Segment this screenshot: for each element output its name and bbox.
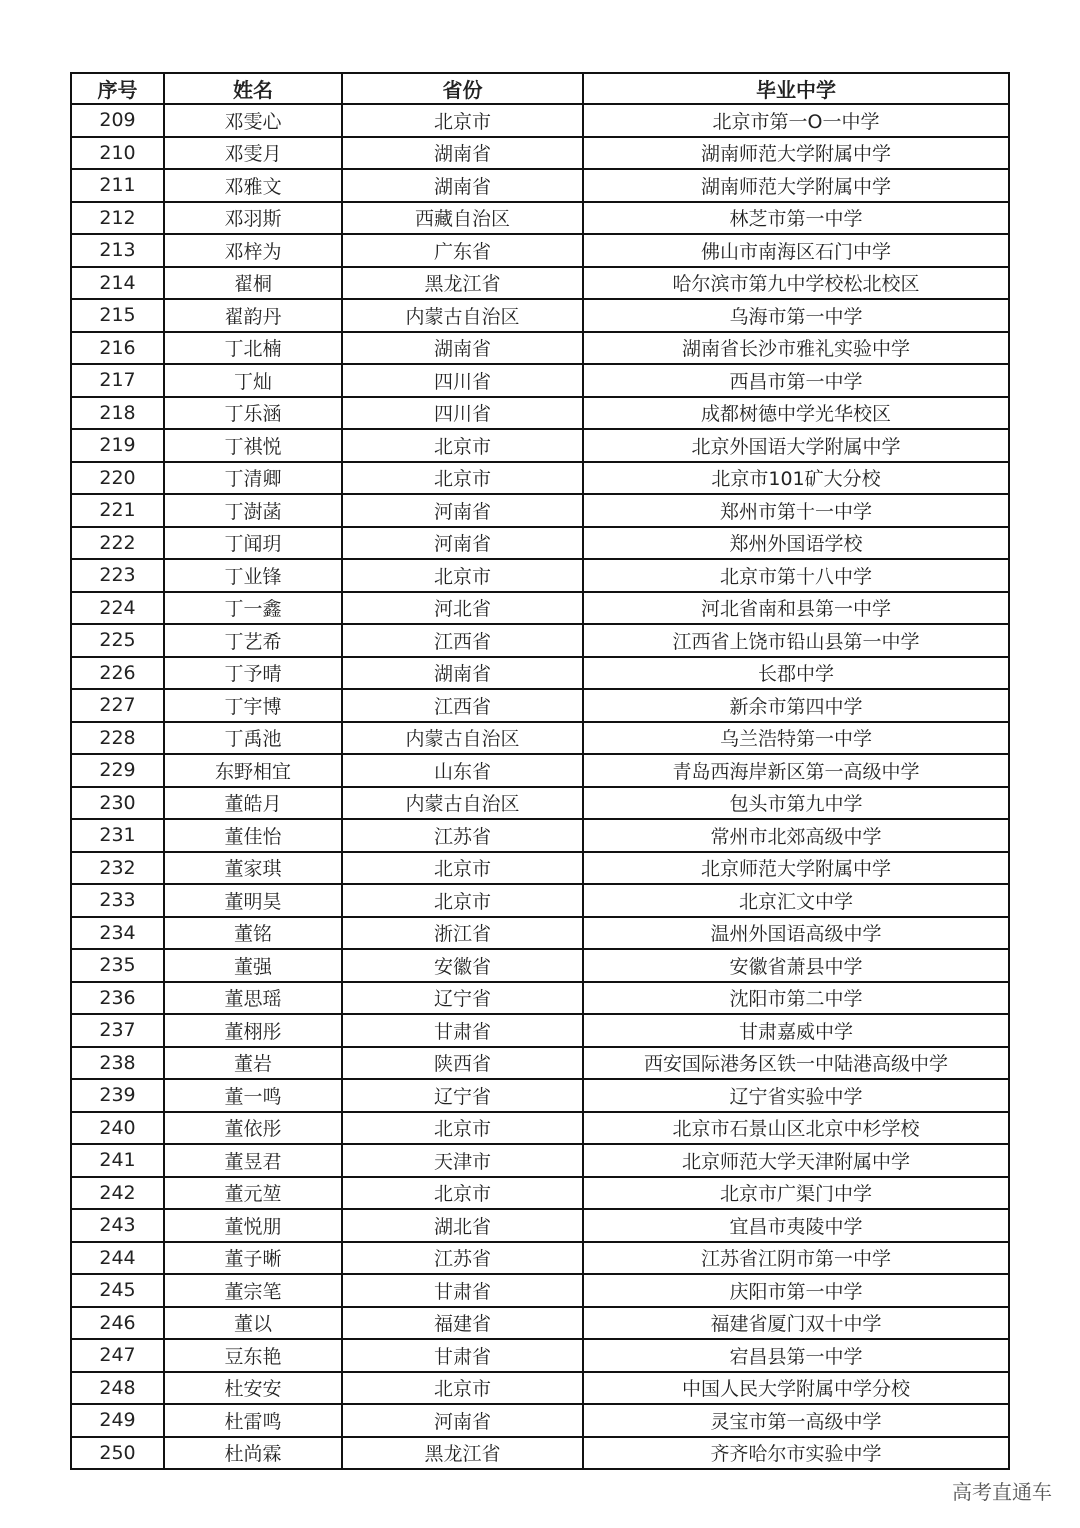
cell-index: 220: [71, 462, 164, 495]
cell-school: 西昌市第一中学: [583, 364, 1009, 397]
cell-province: 西藏自治区: [342, 202, 583, 235]
cell-index: 235: [71, 949, 164, 982]
cell-index: 246: [71, 1307, 164, 1340]
cell-province: 浙江省: [342, 917, 583, 950]
cell-index: 237: [71, 1014, 164, 1047]
cell-school: 北京师范大学附属中学: [583, 852, 1009, 885]
table-row: [71, 689, 1009, 722]
table-body: [71, 104, 1009, 1469]
cell-school: 常州市北郊高级中学: [583, 819, 1009, 852]
cell-name: 丁禹池: [164, 722, 342, 755]
cell-index: 216: [71, 332, 164, 365]
cell-school: 乌海市第一中学: [583, 299, 1009, 332]
cell-province: 山东省: [342, 754, 583, 787]
cell-index: 244: [71, 1242, 164, 1275]
table-row: [71, 429, 1009, 462]
cell-province: 河南省: [342, 527, 583, 560]
cell-name: 邓梓为: [164, 234, 342, 267]
cell-school: 青岛西海岸新区第一高级中学: [583, 754, 1009, 787]
table-row: [71, 169, 1009, 202]
table-row: [71, 527, 1009, 560]
cell-school: 北京市石景山区北京中杉学校: [583, 1112, 1009, 1145]
cell-school: 甘肃嘉威中学: [583, 1014, 1009, 1047]
table-row: [71, 787, 1009, 820]
cell-name: 东野相宜: [164, 754, 342, 787]
table-row: [71, 1307, 1009, 1340]
cell-school: 福建省厦门双十中学: [583, 1307, 1009, 1340]
cell-index: 250: [71, 1437, 164, 1470]
cell-name: 丁宇博: [164, 689, 342, 722]
cell-school: 北京外国语大学附属中学: [583, 429, 1009, 462]
cell-school: 包头市第九中学: [583, 787, 1009, 820]
cell-province: 江苏省: [342, 1242, 583, 1275]
table-row: [71, 559, 1009, 592]
cell-name: 丁清卿: [164, 462, 342, 495]
cell-name: 董皓月: [164, 787, 342, 820]
cell-province: 江西省: [342, 689, 583, 722]
table-row: [71, 234, 1009, 267]
cell-index: 230: [71, 787, 164, 820]
table-row: [71, 1274, 1009, 1307]
cell-name: 董栩彤: [164, 1014, 342, 1047]
table-row: [71, 949, 1009, 982]
cell-index: 225: [71, 624, 164, 657]
table-row: [71, 884, 1009, 917]
cell-province: 内蒙古自治区: [342, 299, 583, 332]
cell-province: 江西省: [342, 624, 583, 657]
cell-index: 232: [71, 852, 164, 885]
cell-name: 丁北楠: [164, 332, 342, 365]
table-row: [71, 267, 1009, 300]
cell-province: 河南省: [342, 494, 583, 527]
header-name: 姓名: [164, 73, 342, 104]
cell-name: 豆东艳: [164, 1339, 342, 1372]
table-row: [71, 299, 1009, 332]
cell-name: 杜安安: [164, 1372, 342, 1405]
cell-school: 佛山市南海区石门中学: [583, 234, 1009, 267]
cell-index: 239: [71, 1079, 164, 1112]
table-row: [71, 462, 1009, 495]
cell-school: 庆阳市第一中学: [583, 1274, 1009, 1307]
cell-province: 内蒙古自治区: [342, 722, 583, 755]
cell-index: 238: [71, 1047, 164, 1080]
cell-school: 北京市第十八中学: [583, 559, 1009, 592]
cell-name: 邓羽斯: [164, 202, 342, 235]
cell-index: 248: [71, 1372, 164, 1405]
cell-province: 北京市: [342, 1177, 583, 1210]
cell-index: 229: [71, 754, 164, 787]
cell-school: 北京汇文中学: [583, 884, 1009, 917]
cell-index: 231: [71, 819, 164, 852]
cell-index: 236: [71, 982, 164, 1015]
cell-index: 233: [71, 884, 164, 917]
admission-list-table: [70, 72, 1010, 1470]
cell-index: 241: [71, 1144, 164, 1177]
cell-name: 董以: [164, 1307, 342, 1340]
table-row: [71, 1079, 1009, 1112]
cell-province: 内蒙古自治区: [342, 787, 583, 820]
cell-name: 董强: [164, 949, 342, 982]
table-row: [71, 1437, 1009, 1470]
table-row: [71, 1209, 1009, 1242]
cell-name: 董宗笔: [164, 1274, 342, 1307]
table-row: [71, 917, 1009, 950]
cell-school: 乌兰浩特第一中学: [583, 722, 1009, 755]
cell-province: 黑龙江省: [342, 1437, 583, 1470]
cell-name: 董铭: [164, 917, 342, 950]
cell-school: 林芝市第一中学: [583, 202, 1009, 235]
cell-province: 福建省: [342, 1307, 583, 1340]
cell-index: 223: [71, 559, 164, 592]
header-row: [71, 73, 1009, 104]
cell-name: 董家琪: [164, 852, 342, 885]
cell-index: 213: [71, 234, 164, 267]
cell-name: 丁澍菡: [164, 494, 342, 527]
table-row: [71, 202, 1009, 235]
cell-name: 丁艺希: [164, 624, 342, 657]
cell-index: 227: [71, 689, 164, 722]
cell-school: 沈阳市第二中学: [583, 982, 1009, 1015]
cell-school: 灵宝市第一高级中学: [583, 1404, 1009, 1437]
cell-name: 董一鸣: [164, 1079, 342, 1112]
table-row: [71, 624, 1009, 657]
cell-name: 董昱君: [164, 1144, 342, 1177]
cell-school: 安徽省萧县中学: [583, 949, 1009, 982]
cell-province: 河北省: [342, 592, 583, 625]
cell-name: 董岩: [164, 1047, 342, 1080]
cell-index: 221: [71, 494, 164, 527]
table-row: [71, 364, 1009, 397]
cell-province: 北京市: [342, 104, 583, 137]
cell-school: 北京市101矿大分校: [583, 462, 1009, 495]
cell-index: 247: [71, 1339, 164, 1372]
cell-province: 四川省: [342, 364, 583, 397]
cell-school: 长郡中学: [583, 657, 1009, 690]
cell-name: 丁灿: [164, 364, 342, 397]
cell-index: 242: [71, 1177, 164, 1210]
header-index: 序号: [71, 73, 164, 104]
cell-school: 湖南师范大学附属中学: [583, 137, 1009, 170]
cell-name: 邓雯月: [164, 137, 342, 170]
cell-name: 杜雷鸣: [164, 1404, 342, 1437]
cell-province: 湖北省: [342, 1209, 583, 1242]
cell-index: 214: [71, 267, 164, 300]
cell-index: 219: [71, 429, 164, 462]
cell-name: 董佳怡: [164, 819, 342, 852]
table-row: [71, 1242, 1009, 1275]
cell-index: 245: [71, 1274, 164, 1307]
cell-school: 西安国际港务区铁一中陆港高级中学: [583, 1047, 1009, 1080]
cell-school: 湖南师范大学附属中学: [583, 169, 1009, 202]
cell-province: 广东省: [342, 234, 583, 267]
cell-province: 辽宁省: [342, 1079, 583, 1112]
cell-province: 江苏省: [342, 819, 583, 852]
cell-name: 邓雅文: [164, 169, 342, 202]
cell-school: 湖南省长沙市雅礼实验中学: [583, 332, 1009, 365]
cell-province: 辽宁省: [342, 982, 583, 1015]
table-row: [71, 332, 1009, 365]
cell-school: 北京市第一O一中学: [583, 104, 1009, 137]
cell-name: 丁一鑫: [164, 592, 342, 625]
cell-school: 北京师范大学天津附属中学: [583, 1144, 1009, 1177]
cell-province: 北京市: [342, 852, 583, 885]
cell-province: 陕西省: [342, 1047, 583, 1080]
cell-school: 中国人民大学附属中学分校: [583, 1372, 1009, 1405]
cell-index: 234: [71, 917, 164, 950]
table-row: [71, 592, 1009, 625]
table-row: [71, 1404, 1009, 1437]
table-row: [71, 819, 1009, 852]
cell-school: 温州外国语高级中学: [583, 917, 1009, 950]
cell-school: 辽宁省实验中学: [583, 1079, 1009, 1112]
cell-province: 甘肃省: [342, 1274, 583, 1307]
cell-name: 翟桐: [164, 267, 342, 300]
cell-index: 218: [71, 397, 164, 430]
cell-province: 湖南省: [342, 137, 583, 170]
cell-school: 郑州市第十一中学: [583, 494, 1009, 527]
cell-province: 甘肃省: [342, 1014, 583, 1047]
table-row: [71, 1014, 1009, 1047]
table-row: [71, 494, 1009, 527]
cell-school: 齐齐哈尔市实验中学: [583, 1437, 1009, 1470]
table-row: [71, 982, 1009, 1015]
cell-name: 丁闻玥: [164, 527, 342, 560]
cell-school: 哈尔滨市第九中学校松北校区: [583, 267, 1009, 300]
cell-province: 湖南省: [342, 657, 583, 690]
cell-name: 丁业锋: [164, 559, 342, 592]
cell-school: 新余市第四中学: [583, 689, 1009, 722]
cell-index: 249: [71, 1404, 164, 1437]
cell-school: 郑州外国语学校: [583, 527, 1009, 560]
cell-index: 243: [71, 1209, 164, 1242]
cell-province: 四川省: [342, 397, 583, 430]
cell-index: 211: [71, 169, 164, 202]
cell-index: 226: [71, 657, 164, 690]
table-row: [71, 1047, 1009, 1080]
table-row: [71, 1144, 1009, 1177]
cell-name: 董悦朋: [164, 1209, 342, 1242]
cell-name: 董明昊: [164, 884, 342, 917]
header-school: 毕业中学: [583, 73, 1009, 104]
cell-province: 湖南省: [342, 332, 583, 365]
table-row: [71, 852, 1009, 885]
cell-index: 209: [71, 104, 164, 137]
cell-province: 北京市: [342, 429, 583, 462]
cell-province: 河南省: [342, 1404, 583, 1437]
table-row: [71, 1177, 1009, 1210]
cell-school: 江苏省江阴市第一中学: [583, 1242, 1009, 1275]
cell-province: 湖南省: [342, 169, 583, 202]
cell-province: 安徽省: [342, 949, 583, 982]
cell-province: 北京市: [342, 1372, 583, 1405]
cell-index: 222: [71, 527, 164, 560]
cell-name: 杜尚霖: [164, 1437, 342, 1470]
watermark: 高考直通车: [952, 1480, 1052, 1504]
cell-name: 董依彤: [164, 1112, 342, 1145]
cell-index: 212: [71, 202, 164, 235]
cell-province: 北京市: [342, 462, 583, 495]
cell-name: 董思瑶: [164, 982, 342, 1015]
cell-index: 228: [71, 722, 164, 755]
cell-index: 215: [71, 299, 164, 332]
cell-index: 224: [71, 592, 164, 625]
table-row: [71, 722, 1009, 755]
cell-school: 江西省上饶市铅山县第一中学: [583, 624, 1009, 657]
table-row: [71, 657, 1009, 690]
cell-province: 北京市: [342, 1112, 583, 1145]
cell-name: 翟韵丹: [164, 299, 342, 332]
cell-province: 天津市: [342, 1144, 583, 1177]
cell-name: 董子晰: [164, 1242, 342, 1275]
cell-province: 黑龙江省: [342, 267, 583, 300]
table-row: [71, 397, 1009, 430]
table-row: [71, 1339, 1009, 1372]
cell-province: 北京市: [342, 884, 583, 917]
cell-school: 河北省南和县第一中学: [583, 592, 1009, 625]
table-row: [71, 1372, 1009, 1405]
cell-province: 北京市: [342, 559, 583, 592]
table-row: [71, 137, 1009, 170]
cell-index: 240: [71, 1112, 164, 1145]
cell-school: 宜昌市夷陵中学: [583, 1209, 1009, 1242]
cell-school: 成都树德中学光华校区: [583, 397, 1009, 430]
cell-school: 宕昌县第一中学: [583, 1339, 1009, 1372]
cell-name: 丁乐涵: [164, 397, 342, 430]
table-row: [71, 1112, 1009, 1145]
cell-name: 邓雯心: [164, 104, 342, 137]
cell-name: 丁予晴: [164, 657, 342, 690]
table-row: [71, 754, 1009, 787]
cell-index: 217: [71, 364, 164, 397]
header-province: 省份: [342, 73, 583, 104]
cell-school: 北京市广渠门中学: [583, 1177, 1009, 1210]
cell-name: 丁祺悦: [164, 429, 342, 462]
cell-name: 董元堃: [164, 1177, 342, 1210]
cell-province: 甘肃省: [342, 1339, 583, 1372]
cell-index: 210: [71, 137, 164, 170]
table-row: [71, 104, 1009, 137]
